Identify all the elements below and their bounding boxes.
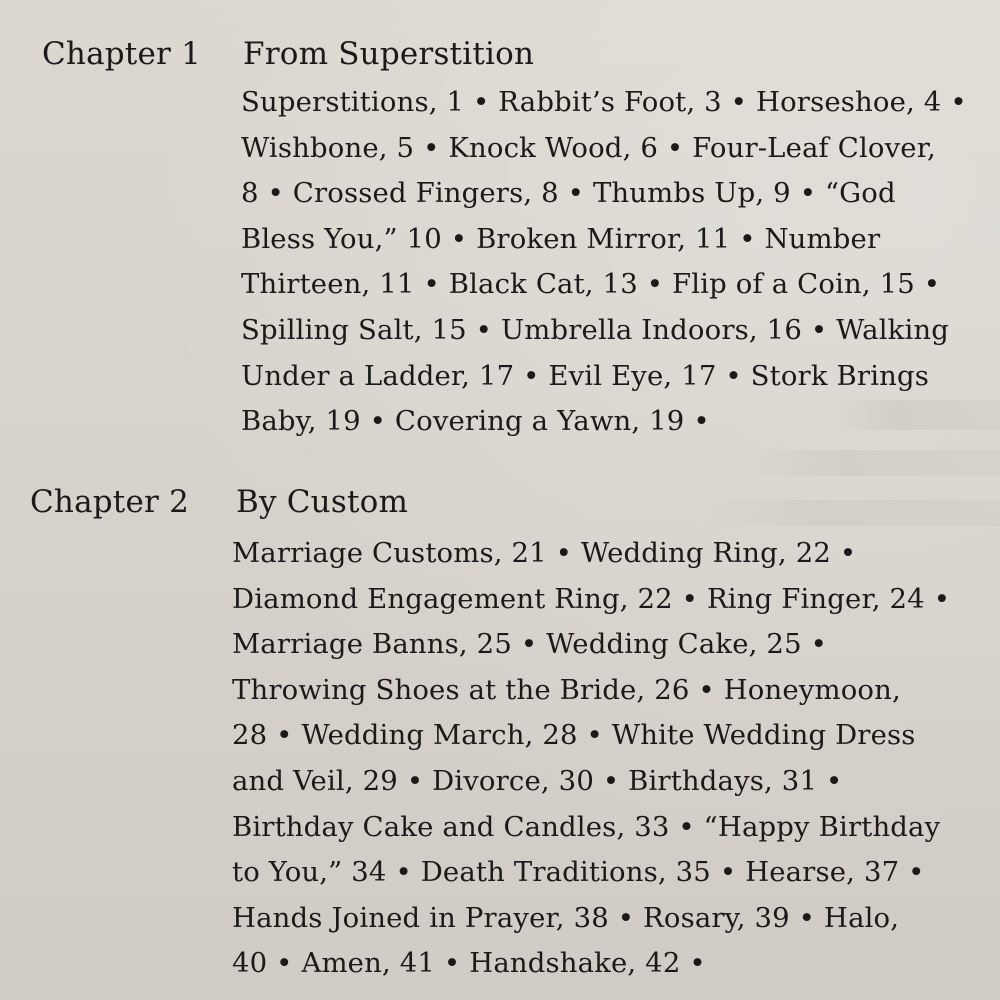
entry-line: Birthday Cake and Candles, 33 • “Happy Birthday: [232, 810, 941, 843]
entry-line: Baby, 19 • Covering a Yawn, 19 •: [241, 405, 710, 438]
entry-line: Wishbone, 5 • Knock Wood, 6 • Four-Leaf Clover,: [241, 131, 936, 164]
entry-line: Diamond Engagement Ring, 22 • Ring Finger, 24 •: [232, 582, 951, 615]
entry-line: Throwing Shoes at the Bride, 26 • Honeymoon,: [232, 673, 901, 706]
entry-line: Marriage Banns, 25 • Wedding Cake, 25 •: [232, 628, 827, 661]
chapter-label: Chapter 2: [30, 484, 190, 520]
entry-line: and Veil, 29 • Divorce, 30 • Birthdays, 31 •: [232, 764, 843, 797]
entry-line: 28 • Wedding March, 28 • White Wedding Dress: [232, 719, 916, 752]
entry-line: Spilling Salt, 15 • Umbrella Indoors, 16 • Walking: [241, 313, 950, 346]
entry-line: Thirteen, 11 • Black Cat, 13 • Flip of a Coin, 15 •: [241, 268, 941, 301]
entry-line: Bless You,” 10 • Broken Mirror, 11 • Number: [241, 222, 881, 255]
chapter-entries: [241, 80, 967, 445]
entry-line: to You,” 34 • Death Traditions, 35 • Hearse, 37 •: [232, 856, 925, 889]
chapter-title: By Custom: [236, 484, 409, 520]
chapter-label: Chapter 1: [42, 36, 202, 72]
entry-line: Superstitions, 1 • Rabbit’s Foot, 3 • Horseshoe, 4 •: [241, 86, 967, 118]
entry-line: 40 • Amen, 41 • Handshake, 42 •: [232, 947, 706, 980]
chapter-title: From Superstition: [243, 36, 535, 72]
chapter-entries: [232, 531, 950, 987]
entry-line: Marriage Customs, 21 • Wedding Ring, 22 •: [232, 537, 857, 569]
entry-line: Hands Joined in Prayer, 38 • Rosary, 39 • Halo,: [232, 901, 900, 934]
bleed-through-shading: [700, 500, 1000, 526]
bleed-through-shading: [740, 450, 1000, 476]
entry-line: 8 • Crossed Fingers, 8 • Thumbs Up, 9 • “God: [241, 177, 896, 210]
entry-line: Under a Ladder, 17 • Evil Eye, 17 • Stork Brings: [241, 359, 930, 392]
